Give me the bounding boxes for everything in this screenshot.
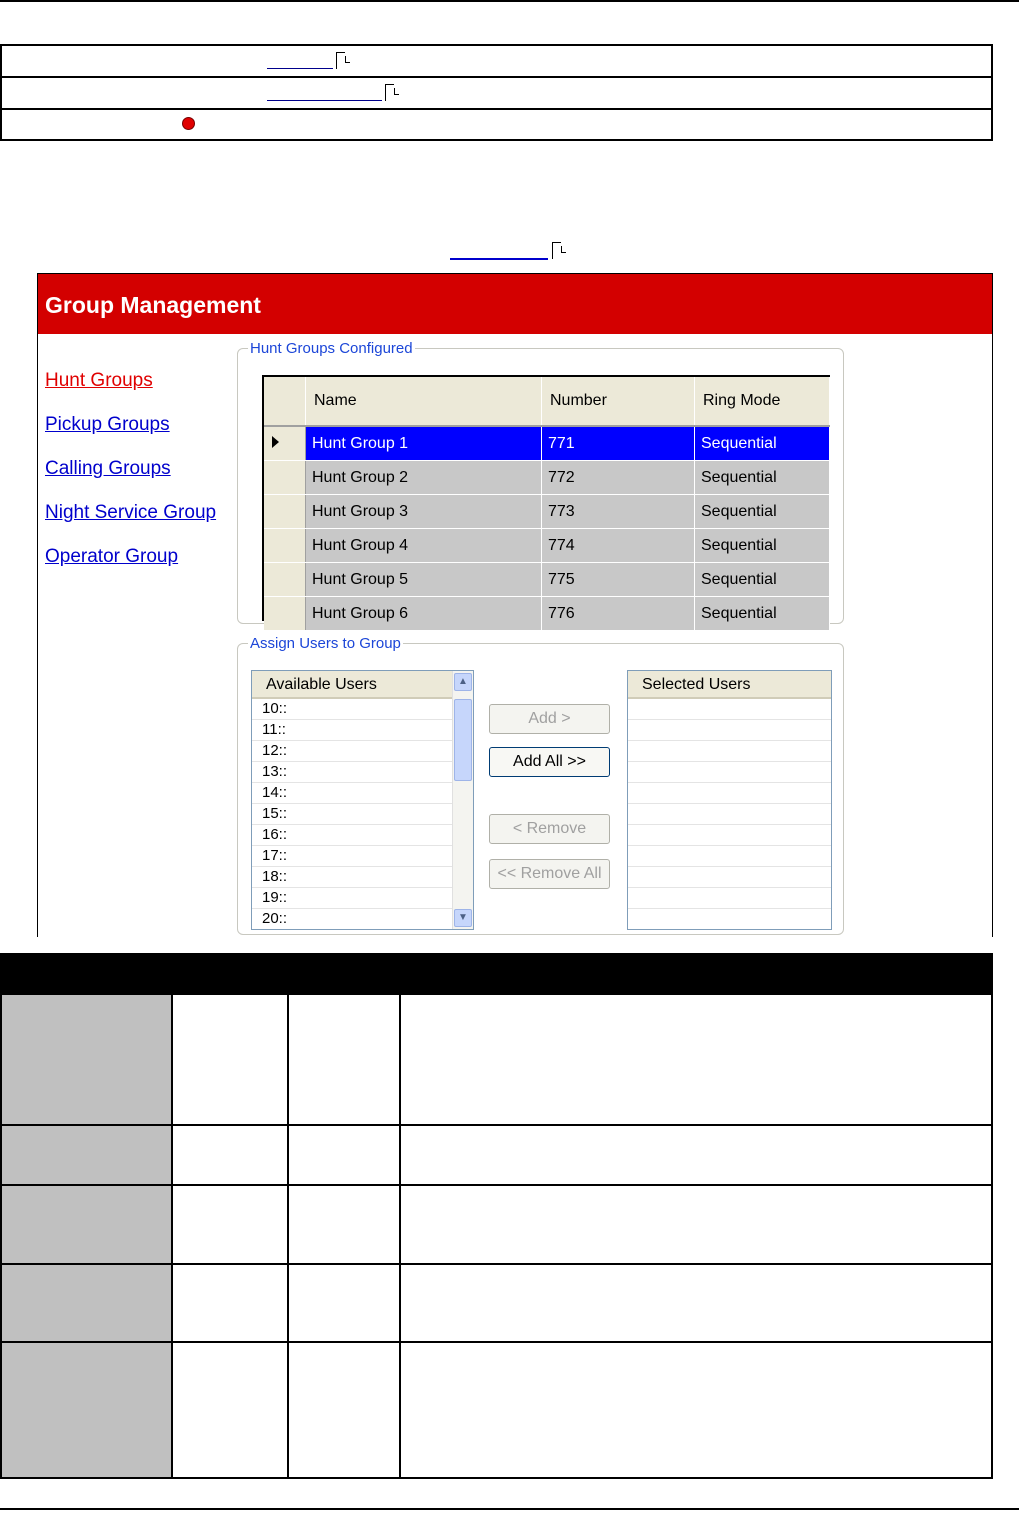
table-cell [172, 1185, 288, 1264]
selected-users-list[interactable] [627, 670, 832, 930]
cell-name[interactable]: Hunt Group 3 [306, 495, 542, 529]
list-item[interactable]: 16:: [252, 825, 453, 846]
list-item[interactable] [628, 804, 831, 825]
cell-name[interactable]: Hunt Group 1 [306, 426, 542, 461]
info-table [0, 44, 993, 141]
window-title: Group Management [38, 274, 992, 334]
table-header-cell [288, 954, 400, 994]
table-cell [172, 1264, 288, 1342]
list-item[interactable] [628, 888, 831, 909]
table-row [1, 1342, 992, 1478]
list-item[interactable]: 12:: [252, 741, 453, 762]
remove-all-button[interactable]: << Remove All [489, 859, 610, 889]
table-cell [288, 994, 400, 1125]
info-row [2, 110, 991, 139]
nav-calling-groups[interactable]: Calling Groups [45, 458, 171, 479]
table-row[interactable] [264, 461, 830, 495]
list-item[interactable] [628, 762, 831, 783]
cross-reference-link[interactable] [267, 68, 333, 69]
row-header-corner [264, 377, 306, 426]
hunt-groups-groupbox [237, 340, 844, 624]
table-header-cell [172, 954, 288, 994]
list-item[interactable] [628, 846, 831, 867]
row-selector[interactable] [264, 426, 306, 461]
list-item[interactable]: 13:: [252, 762, 453, 783]
row-selector[interactable] [264, 495, 306, 529]
row-selector[interactable] [264, 461, 306, 495]
info-row [2, 78, 991, 110]
table-cell [288, 1185, 400, 1264]
list-item[interactable]: 11:: [252, 720, 453, 741]
table-cell [288, 1125, 400, 1185]
cell-ring-mode[interactable]: Sequential [695, 495, 830, 529]
group-nav [45, 369, 216, 589]
list-item[interactable]: 20:: [252, 909, 453, 930]
table-cell [1, 1342, 172, 1478]
table-row [1, 1185, 992, 1264]
available-users-header: Available Users [252, 671, 453, 699]
table-row[interactable] [264, 563, 830, 597]
table-header-cell [1, 954, 172, 994]
table-row [1, 1125, 992, 1185]
table-row[interactable] [264, 495, 830, 529]
remove-button[interactable]: < Remove [489, 814, 610, 844]
list-item[interactable]: 19:: [252, 888, 453, 909]
cell-number[interactable]: 772 [542, 461, 695, 495]
table-row[interactable] [264, 529, 830, 563]
hunt-groups-grid [262, 375, 830, 621]
cell-ring-mode[interactable]: Sequential [695, 597, 830, 631]
cell-name[interactable]: Hunt Group 4 [306, 529, 542, 563]
table-cell [172, 994, 288, 1125]
cell-name[interactable]: Hunt Group 2 [306, 461, 542, 495]
list-item[interactable] [628, 741, 831, 762]
scroll-down-icon[interactable]: ▼ [454, 909, 472, 927]
cell-number[interactable]: 774 [542, 529, 695, 563]
scroll-thumb[interactable] [454, 699, 472, 781]
table-cell [1, 994, 172, 1125]
table-row[interactable] [264, 597, 830, 631]
group-management-screenshot [37, 273, 993, 937]
column-header-name[interactable]: Name [306, 377, 542, 426]
cross-reference-link[interactable] [267, 100, 382, 101]
row-selector[interactable] [264, 563, 306, 597]
vertical-scrollbar[interactable] [452, 671, 473, 929]
nav-operator-group[interactable]: Operator Group [45, 546, 179, 567]
table-cell [1, 1185, 172, 1264]
cell-number[interactable]: 775 [542, 563, 695, 597]
selected-users-header: Selected Users [628, 671, 831, 699]
cell-name[interactable]: Hunt Group 5 [306, 563, 542, 597]
table-row [1, 994, 992, 1125]
cell-number[interactable]: 776 [542, 597, 695, 631]
cell-ring-mode[interactable]: Sequential [695, 461, 830, 495]
table-cell [288, 1264, 400, 1342]
footer-rule [0, 1508, 1019, 1510]
list-item[interactable] [628, 825, 831, 846]
list-item[interactable] [628, 783, 831, 804]
table-cell [1, 1125, 172, 1185]
page-reference-icon [336, 52, 348, 68]
column-header-number[interactable]: Number [542, 377, 695, 426]
cell-name[interactable]: Hunt Group 6 [306, 597, 542, 631]
row-selector[interactable] [264, 529, 306, 563]
list-item[interactable]: 17:: [252, 846, 453, 867]
settings-table [0, 953, 993, 1479]
table-header-row [1, 954, 992, 994]
nav-night-service-group[interactable]: Night Service Group [45, 502, 217, 523]
cell-number[interactable]: 771 [542, 426, 695, 461]
table-row [1, 1264, 992, 1342]
list-item[interactable] [628, 699, 831, 720]
table-cell [288, 1342, 400, 1478]
add-all-button[interactable]: Add All >> [489, 747, 610, 777]
hunt-groups-legend: Hunt Groups Configured [250, 340, 413, 357]
list-item[interactable]: 14:: [252, 783, 453, 804]
list-item[interactable] [628, 867, 831, 888]
cell-ring-mode[interactable]: Sequential [695, 426, 830, 461]
header-rule [0, 0, 1019, 2]
page-reference-icon [385, 84, 397, 100]
cell-number[interactable]: 773 [542, 495, 695, 529]
cross-reference-link[interactable] [450, 258, 548, 260]
scroll-up-icon[interactable]: ▲ [454, 673, 472, 691]
table-cell [172, 1342, 288, 1478]
table-cell [400, 1125, 992, 1185]
table-row[interactable] [264, 426, 830, 461]
column-header-ring-mode[interactable]: Ring Mode [695, 377, 830, 426]
cell-ring-mode[interactable]: Sequential [695, 563, 830, 597]
table-cell [400, 1342, 992, 1478]
nav-pickup-groups[interactable]: Pickup Groups [45, 414, 170, 435]
info-row [2, 46, 991, 78]
available-users-list[interactable] [251, 670, 474, 930]
table-header-cell [400, 954, 992, 994]
list-item[interactable]: 10:: [252, 699, 453, 720]
status-dot-icon [182, 117, 195, 130]
table-cell [172, 1125, 288, 1185]
list-item[interactable]: 18:: [252, 867, 453, 888]
current-row-arrow-icon [272, 436, 279, 448]
list-item[interactable] [628, 720, 831, 741]
table-cell [400, 994, 992, 1125]
assign-users-groupbox [237, 635, 844, 935]
list-item[interactable]: 15:: [252, 804, 453, 825]
table-cell [1, 1264, 172, 1342]
cell-ring-mode[interactable]: Sequential [695, 529, 830, 563]
nav-hunt-groups[interactable]: Hunt Groups [45, 370, 153, 391]
add-button[interactable]: Add > [489, 704, 610, 734]
row-selector[interactable] [264, 597, 306, 631]
table-cell [400, 1185, 992, 1264]
assign-users-legend: Assign Users to Group [250, 635, 401, 652]
page-reference-icon [552, 242, 564, 258]
table-cell [400, 1264, 992, 1342]
